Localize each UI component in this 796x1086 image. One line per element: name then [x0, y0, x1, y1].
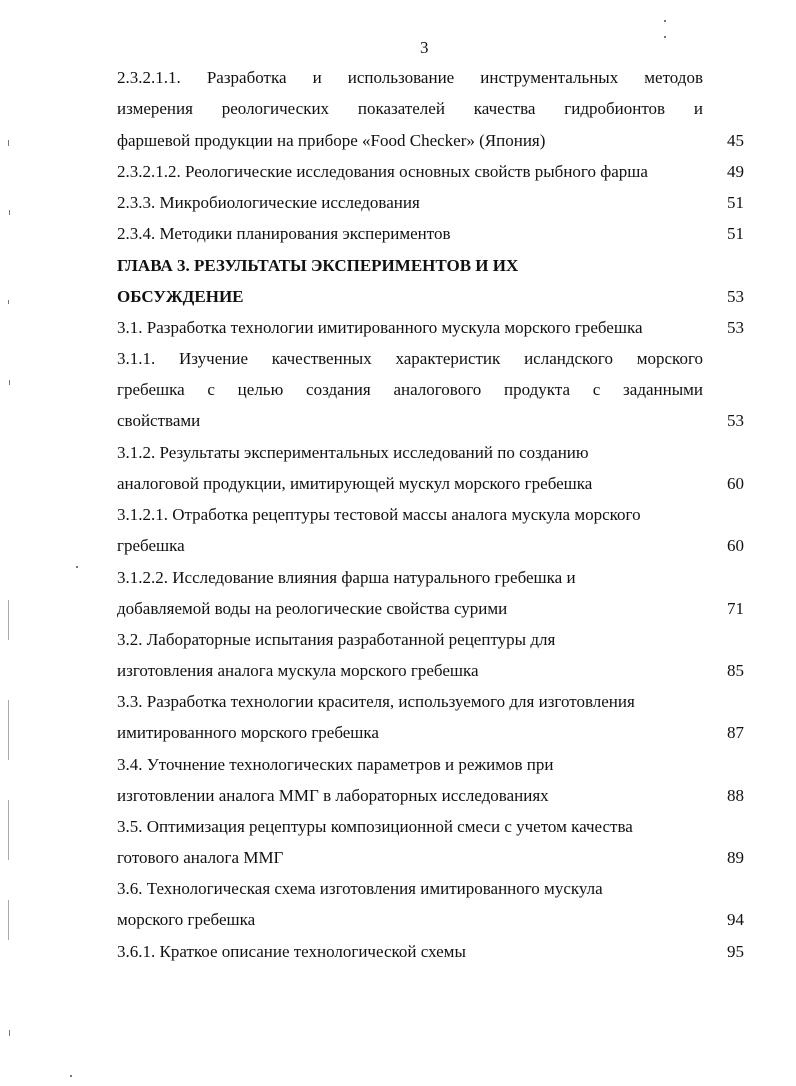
- toc-line: ГЛАВА 3. РЕЗУЛЬТАТЫ ЭКСПЕРИМЕНТОВ И ИХ: [117, 256, 519, 275]
- scan-speck: [70, 1075, 72, 1077]
- toc-line: 3.4. Уточнение технологических параметров и режимов при: [117, 755, 554, 774]
- toc-page-number: 85: [727, 661, 744, 680]
- toc-page-number: 60: [727, 536, 744, 555]
- toc-line: ОБСУЖДЕНИЕ: [117, 287, 244, 306]
- toc-line: 3.1.2. Результаты экспериментальных исследований по созданию: [117, 443, 589, 462]
- toc-line: 2.3.2.1.2. Реологические исследования основных свойств рыбного фарша: [117, 162, 648, 181]
- toc-page-number: 53: [727, 287, 744, 306]
- toc-page-number: 89: [727, 848, 744, 867]
- toc-page-number: 51: [727, 224, 744, 243]
- toc-page-number: 49: [727, 162, 744, 181]
- toc-line: 3.1.2.2. Исследование влияния фарша натурального гребешка и: [117, 568, 576, 587]
- toc-line: гребешка с целью создания аналогового продукта с заданными: [117, 380, 703, 399]
- toc-line: свойствами: [117, 411, 201, 430]
- toc-line: аналоговой продукции, имитирующей мускул морского гребешка: [117, 474, 593, 493]
- scan-speck: [8, 800, 9, 860]
- toc-line: гребешка: [117, 536, 185, 555]
- scan-speck: [8, 600, 9, 640]
- toc-line: 3.3. Разработка технологии красителя, используемого для изготовления: [117, 692, 635, 711]
- toc-line: готового аналога ММГ: [117, 848, 284, 867]
- toc-line: 3.5. Оптимизация рецептуры композиционной смеси с учетом качества: [117, 817, 633, 836]
- toc-line: измерения реологических показателей качества гидробионтов и: [117, 99, 703, 118]
- scan-speck: [664, 36, 666, 38]
- toc-page-number: 71: [727, 599, 744, 618]
- toc-line: 3.6. Технологическая схема изготовления имитированного мускула: [117, 879, 603, 898]
- toc-page-number: 60: [727, 474, 744, 493]
- toc-line: 3.1.1. Изучение качественных характеристик исландского морского: [117, 349, 703, 368]
- toc-line: изготовлении аналога ММГ в лабораторных исследованиях: [117, 786, 549, 805]
- toc-line: 3.1.2.1. Отработка рецептуры тестовой массы аналога мускула морского: [117, 505, 641, 524]
- scan-speck: [76, 566, 78, 568]
- toc-page-number: 53: [727, 411, 744, 430]
- scan-speck: [8, 700, 9, 760]
- scan-speck: [9, 1030, 10, 1036]
- toc-line: имитированного морского гребешка: [117, 723, 379, 742]
- toc-line: 2.3.4. Методики планирования экспериментов: [117, 224, 451, 243]
- toc-page-number: 87: [727, 723, 744, 742]
- toc-page-number: 45: [727, 131, 744, 150]
- toc-page-number: 95: [727, 942, 744, 961]
- scan-speck: [9, 380, 10, 385]
- scan-speck: [8, 140, 9, 146]
- toc-line: 2.3.2.1.1. Разработка и использование инструментальных методов: [117, 68, 703, 87]
- scan-speck: [664, 20, 666, 22]
- toc-page-number: 88: [727, 786, 744, 805]
- toc-page-number: 94: [727, 910, 744, 929]
- toc-line: морского гребешка: [117, 910, 256, 929]
- scan-speck: [8, 300, 9, 304]
- toc-line: добавляемой воды на реологические свойства сурими: [117, 599, 508, 618]
- scan-speck: [8, 900, 9, 940]
- toc-line: изготовления аналога мускула морского гребешка: [117, 661, 479, 680]
- toc-line: 3.1. Разработка технологии имитированного мускула морского гребешка: [117, 318, 643, 337]
- toc-line: фаршевой продукции на приборе «Food Checker» (Япония): [117, 131, 546, 150]
- scan-speck: [9, 210, 10, 215]
- toc-line: 2.3.3. Микробиологические исследования: [117, 193, 420, 212]
- toc-line: 3.6.1. Краткое описание технологической схемы: [117, 942, 466, 961]
- toc-line: 3.2. Лабораторные испытания разработанной рецептуры для: [117, 630, 556, 649]
- toc-page-number: 51: [727, 193, 744, 212]
- page-number: 3: [420, 38, 429, 57]
- toc-page-number: 53: [727, 318, 744, 337]
